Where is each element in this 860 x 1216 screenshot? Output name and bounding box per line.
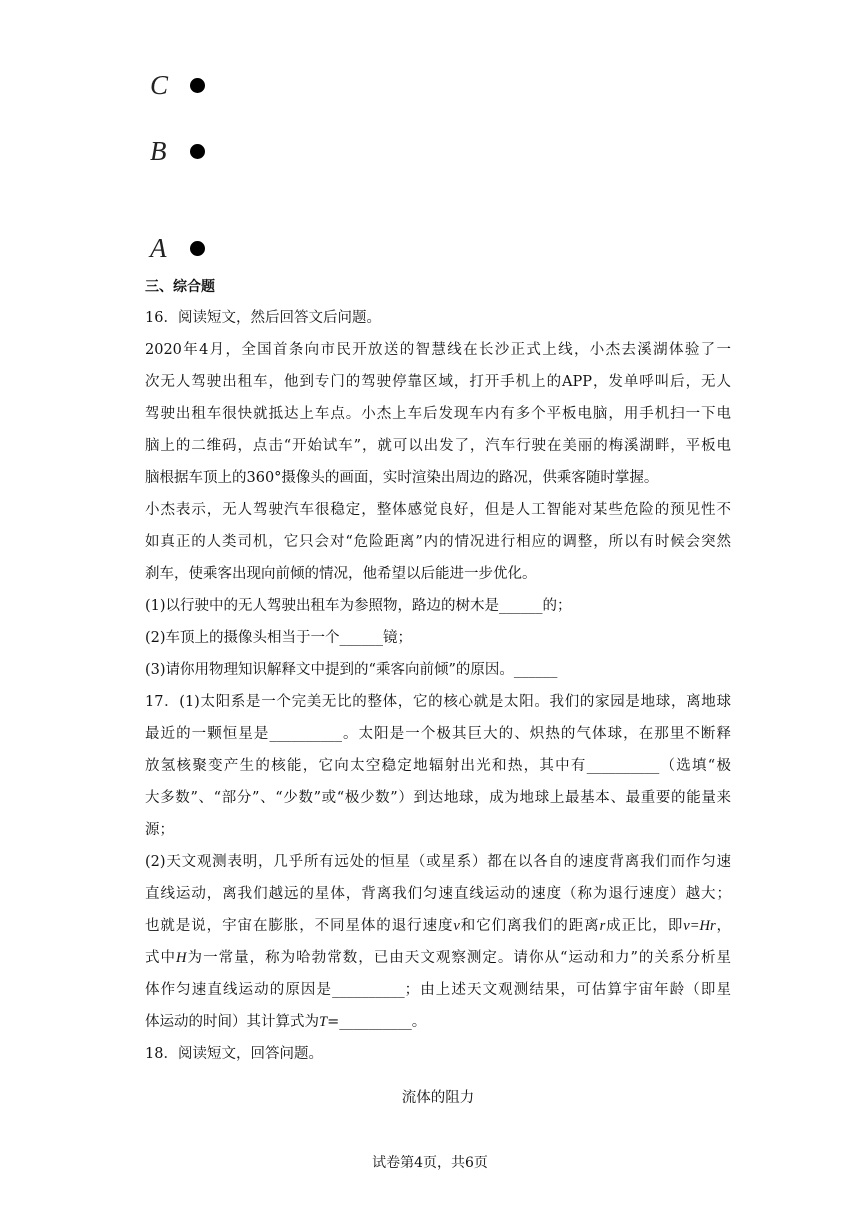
point-c [150, 70, 205, 100]
point-dot [190, 144, 205, 159]
point-label: C [150, 69, 169, 100]
exam-content [145, 272, 731, 1114]
question-17-line: 17．(1)太阳系是一个完美无比的整体，它的核心就是太阳。我们的家园是地球，离地球 [145, 694, 731, 710]
question-17-line: 放氢核聚变产生的核能，它向太空稳定地辐射出光和热，其中有__________（选填“极 [145, 758, 731, 774]
question-17-line: 也就是说，宇宙在膨胀，不同星体的退行速度v和它们离我们的距离r成正比，即v=Hr， [145, 918, 732, 934]
question-16-sub-2: (2)车顶上的摄像头相当于一个______镜； [145, 630, 413, 646]
question-17-line: 源； [145, 822, 174, 838]
paragraph-line: 如真正的人类司机，它只会对“危险距离”内的情况进行相应的调整，所以有时候会突然 [145, 534, 731, 550]
paragraph-line: 刹车，使乘客出现向前倾的情况，他希望以后能进一步优化。 [145, 566, 537, 582]
paragraph-line: 小杰表示，无人驾驶汽车很稳定，整体感觉良好，但是人工智能对某些危险的预见性不 [145, 502, 731, 518]
article-title: 流体的阻力 [401, 1090, 475, 1106]
question-17-line: 大多数”、“部分”、“少数”或“极少数”）到达地球，成为地球上最基本、最重要的能量来 [145, 790, 731, 806]
question-17-line: 体运动的时间）其计算式为T=__________。 [145, 1014, 427, 1030]
question-17-line: 式中H为一常量，称为哈勃常数，已由天文观察测定。请你从“运动和力”的关系分析星 [145, 950, 732, 966]
question-18-intro: 18．阅读短文，回答问题。 [145, 1046, 323, 1062]
paragraph-line: 脑根据车顶上的360°摄像头的画面，实时渲染出周边的路况，供乘客随时掌握。 [145, 470, 659, 486]
page-footer: 试卷第4页，共6页 [372, 1155, 488, 1171]
point-a [150, 233, 205, 263]
point-dot [190, 78, 205, 93]
paragraph-line: 驾驶出租车很快就抵达上车点。小杰上车后发现车内有多个平板电脑，用手机扫一下电 [145, 406, 731, 422]
question-16-intro: 16．阅读短文，然后回答文后问题。 [145, 310, 381, 326]
question-16-sub-1: (1)以行驶中的无人驾驶出租车为参照物，路边的树木是______的； [145, 598, 572, 614]
point-label: B [150, 135, 167, 166]
question-17-line: 最近的一颗恒星是__________。太阳是一个极其巨大的、炽热的气体球，在那里不断释 [145, 726, 731, 742]
point-figure [150, 64, 230, 264]
point-dot [190, 241, 205, 256]
paragraph-line: 次无人驾驶出租车，他到专门的驾驶停靠区域，打开手机上的APP，发单呼叫后，无人 [145, 374, 731, 390]
question-17-line: 直线运动，离我们越远的星体，背离我们匀速直线运动的速度（称为退行速度）越大； [145, 886, 731, 902]
point-label: A [150, 232, 167, 263]
question-17-line: (2)天文观测表明，几乎所有远处的恒星（或星系）都在以各自的速度背离我们而作匀速 [145, 854, 731, 870]
question-16-sub-3: (3)请你用物理知识解释文中提到的“乘客向前倾”的原因。______ [145, 662, 558, 678]
point-b [150, 136, 205, 166]
section-title: 三、综合题 [145, 279, 215, 295]
paragraph-line: 脑上的二维码，点击“开始试车”，就可以出发了，汽车行驶在美丽的梅溪湖畔，平板电 [145, 438, 731, 454]
question-17-line: 体作匀速直线运动的原因是__________；由上述天文观测结果，可估算宇宙年龄（即星 [145, 982, 731, 998]
paragraph-line: 2020年4月，全国首条向市民开放送的智慧线在长沙正式上线，小杰去溪湖体验了一 [145, 342, 731, 358]
